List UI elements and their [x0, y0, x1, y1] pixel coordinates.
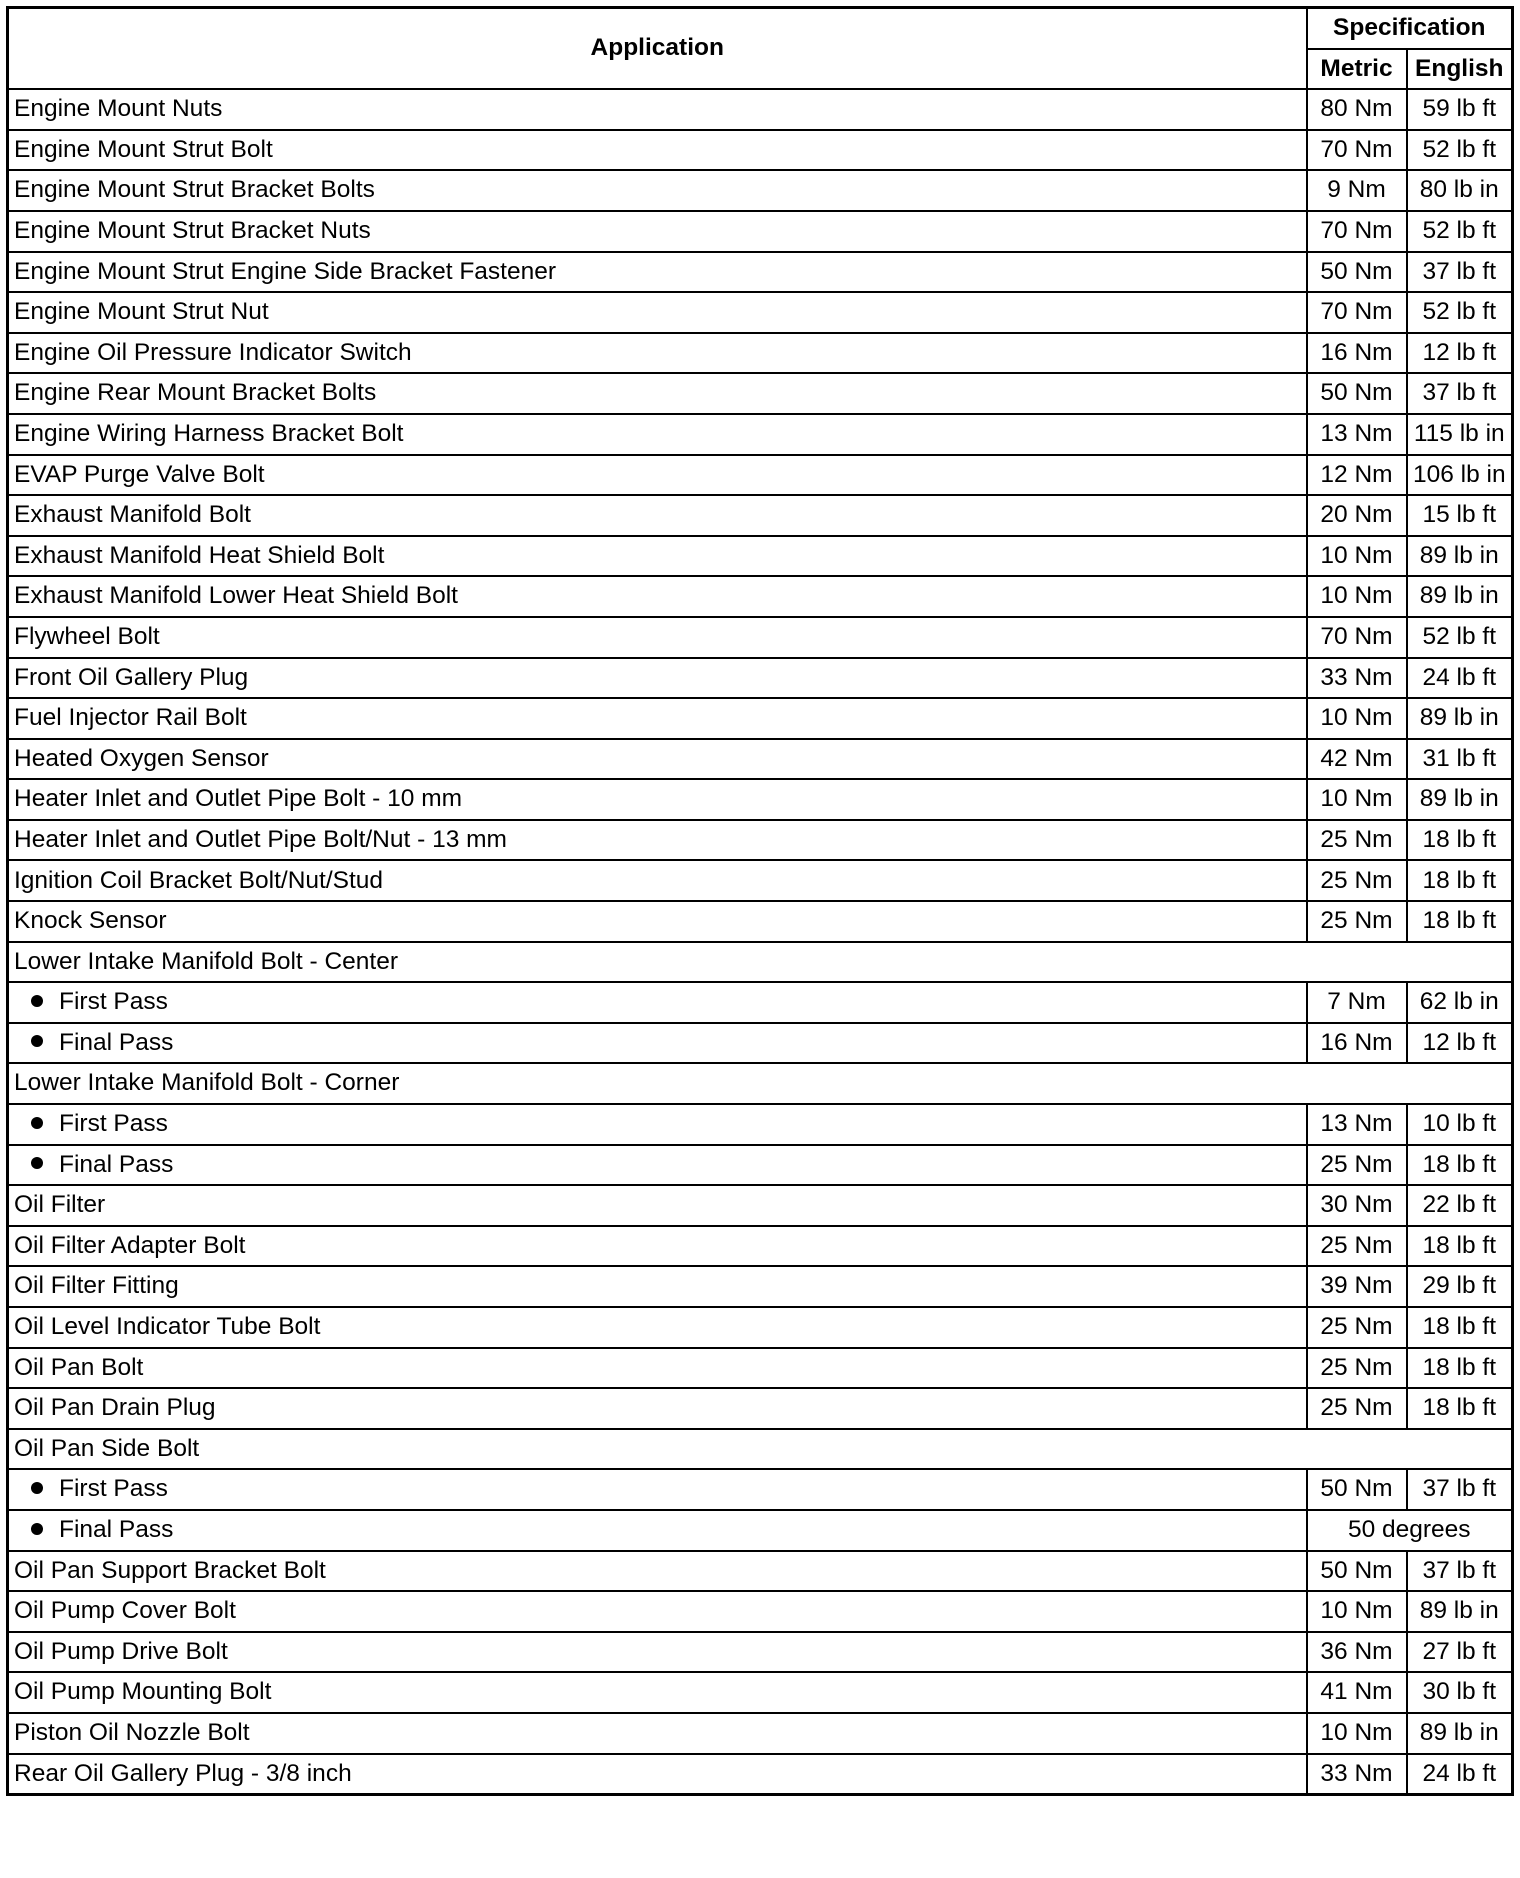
application-cell: Heater Inlet and Outlet Pipe Bolt - 10 mm	[8, 779, 1307, 820]
table-row	[8, 1307, 1513, 1348]
english-value: 18 lb ft	[1407, 1348, 1513, 1389]
application-cell	[8, 982, 1307, 1023]
table-row	[8, 455, 1513, 496]
application-cell: Knock Sensor	[8, 901, 1307, 942]
english-value: 52 lb ft	[1407, 617, 1513, 658]
metric-value: 9 Nm	[1307, 170, 1407, 211]
metric-value: 50 Nm	[1307, 1551, 1407, 1592]
english-value: 24 lb ft	[1407, 658, 1513, 699]
metric-value: 10 Nm	[1307, 779, 1407, 820]
english-value: 89 lb in	[1407, 576, 1513, 617]
application-cell	[8, 1023, 1307, 1064]
table-row	[8, 536, 1513, 577]
application-cell	[8, 1145, 1307, 1186]
table-row	[8, 1145, 1513, 1186]
table-row	[8, 820, 1513, 861]
application-cell: Oil Filter	[8, 1185, 1307, 1226]
spec-table-body	[8, 89, 1513, 1794]
metric-value: 33 Nm	[1307, 658, 1407, 699]
table-row	[8, 211, 1513, 252]
english-value: 24 lb ft	[1407, 1754, 1513, 1795]
bullet-icon	[31, 1482, 43, 1494]
table-row	[8, 292, 1513, 333]
application-cell: Flywheel Bolt	[8, 617, 1307, 658]
english-value: 37 lb ft	[1407, 1469, 1513, 1510]
application-cell: Engine Mount Strut Bracket Bolts	[8, 170, 1307, 211]
table-row	[8, 495, 1513, 536]
english-value: 80 lb in	[1407, 170, 1513, 211]
application-label: First Pass	[59, 1110, 168, 1138]
application-cell: Oil Pan Side Bolt	[8, 1429, 1513, 1470]
english-value: 27 lb ft	[1407, 1632, 1513, 1673]
metric-value: 25 Nm	[1307, 860, 1407, 901]
english-value: 10 lb ft	[1407, 1104, 1513, 1145]
english-value: 18 lb ft	[1407, 860, 1513, 901]
application-cell	[8, 1104, 1307, 1145]
application-label: Final Pass	[59, 1028, 174, 1056]
metric-value: 70 Nm	[1307, 130, 1407, 171]
table-row	[8, 576, 1513, 617]
bullet-icon	[31, 1157, 43, 1169]
english-value: 115 lb in	[1407, 414, 1513, 455]
application-label: First Pass	[59, 988, 168, 1016]
torque-spec-table	[6, 6, 1514, 1796]
english-value: 18 lb ft	[1407, 1226, 1513, 1267]
application-cell: Ignition Coil Bracket Bolt/Nut/Stud	[8, 860, 1307, 901]
table-row	[8, 1185, 1513, 1226]
application-cell: Lower Intake Manifold Bolt - Corner	[8, 1063, 1513, 1104]
metric-value: 80 Nm	[1307, 89, 1407, 130]
table-row	[8, 130, 1513, 171]
application-cell: Lower Intake Manifold Bolt - Center	[8, 942, 1513, 983]
metric-value: 16 Nm	[1307, 1023, 1407, 1064]
english-value: 37 lb ft	[1407, 373, 1513, 414]
metric-value: 70 Nm	[1307, 292, 1407, 333]
metric-value: 50 Nm	[1307, 373, 1407, 414]
table-row	[8, 1591, 1513, 1632]
metric-value: 10 Nm	[1307, 576, 1407, 617]
english-value: 106 lb in	[1407, 455, 1513, 496]
application-cell: Oil Pan Bolt	[8, 1348, 1307, 1389]
metric-value: 25 Nm	[1307, 1307, 1407, 1348]
metric-value: 25 Nm	[1307, 1226, 1407, 1267]
english-header: English	[1407, 49, 1513, 90]
specification-header: Specification	[1307, 8, 1513, 49]
application-cell: Engine Mount Strut Engine Side Bracket Fastener	[8, 252, 1307, 293]
application-cell: Oil Filter Fitting	[8, 1266, 1307, 1307]
table-row	[8, 333, 1513, 374]
application-cell: Oil Pump Mounting Bolt	[8, 1672, 1307, 1713]
application-label: First Pass	[59, 1475, 168, 1503]
metric-value: 50 Nm	[1307, 252, 1407, 293]
metric-value: 25 Nm	[1307, 1145, 1407, 1186]
application-cell: Oil Pump Drive Bolt	[8, 1632, 1307, 1673]
metric-value: 70 Nm	[1307, 617, 1407, 658]
english-value: 52 lb ft	[1407, 211, 1513, 252]
application-cell: Oil Pan Drain Plug	[8, 1388, 1307, 1429]
application-cell: Piston Oil Nozzle Bolt	[8, 1713, 1307, 1754]
metric-value: 36 Nm	[1307, 1632, 1407, 1673]
english-value: 12 lb ft	[1407, 333, 1513, 374]
english-value: 18 lb ft	[1407, 820, 1513, 861]
english-value: 59 lb ft	[1407, 89, 1513, 130]
table-row	[8, 252, 1513, 293]
metric-value: 25 Nm	[1307, 1388, 1407, 1429]
table-row	[8, 1469, 1513, 1510]
application-cell	[8, 1469, 1307, 1510]
table-row	[8, 1754, 1513, 1795]
english-value: 22 lb ft	[1407, 1185, 1513, 1226]
metric-value: 10 Nm	[1307, 1591, 1407, 1632]
application-cell: Oil Pump Cover Bolt	[8, 1591, 1307, 1632]
metric-value: 42 Nm	[1307, 739, 1407, 780]
english-value: 37 lb ft	[1407, 252, 1513, 293]
bullet-icon	[31, 995, 43, 1007]
angle-value: 50 degrees	[1307, 1510, 1513, 1551]
application-cell: Engine Oil Pressure Indicator Switch	[8, 333, 1307, 374]
table-row	[8, 942, 1513, 983]
application-cell: Exhaust Manifold Heat Shield Bolt	[8, 536, 1307, 577]
table-row	[8, 1388, 1513, 1429]
english-value: 89 lb in	[1407, 779, 1513, 820]
english-value: 89 lb in	[1407, 536, 1513, 577]
table-row	[8, 698, 1513, 739]
table-row	[8, 1429, 1513, 1470]
application-cell: Rear Oil Gallery Plug - 3/8 inch	[8, 1754, 1307, 1795]
table-row	[8, 617, 1513, 658]
application-cell: Heater Inlet and Outlet Pipe Bolt/Nut - 13 mm	[8, 820, 1307, 861]
metric-value: 25 Nm	[1307, 820, 1407, 861]
english-value: 15 lb ft	[1407, 495, 1513, 536]
application-cell: Oil Filter Adapter Bolt	[8, 1226, 1307, 1267]
metric-value: 10 Nm	[1307, 536, 1407, 577]
metric-value: 25 Nm	[1307, 1348, 1407, 1389]
metric-value: 39 Nm	[1307, 1266, 1407, 1307]
header-row	[8, 8, 1513, 49]
english-value: 31 lb ft	[1407, 739, 1513, 780]
table-row	[8, 1672, 1513, 1713]
metric-header: Metric	[1307, 49, 1407, 90]
english-value: 18 lb ft	[1407, 1145, 1513, 1186]
application-cell: Heated Oxygen Sensor	[8, 739, 1307, 780]
table-row	[8, 1266, 1513, 1307]
metric-value: 50 Nm	[1307, 1469, 1407, 1510]
table-row	[8, 89, 1513, 130]
table-row	[8, 414, 1513, 455]
english-value: 89 lb in	[1407, 1591, 1513, 1632]
table-row	[8, 860, 1513, 901]
bullet-icon	[31, 1035, 43, 1047]
metric-value: 33 Nm	[1307, 1754, 1407, 1795]
metric-value: 20 Nm	[1307, 495, 1407, 536]
table-row	[8, 170, 1513, 211]
english-value: 29 lb ft	[1407, 1266, 1513, 1307]
table-row	[8, 982, 1513, 1023]
metric-value: 7 Nm	[1307, 982, 1407, 1023]
application-label: Final Pass	[59, 1150, 174, 1178]
metric-value: 10 Nm	[1307, 698, 1407, 739]
metric-value: 70 Nm	[1307, 211, 1407, 252]
application-cell: Oil Level Indicator Tube Bolt	[8, 1307, 1307, 1348]
english-value: 18 lb ft	[1407, 901, 1513, 942]
application-label: Final Pass	[59, 1516, 174, 1544]
bullet-icon	[31, 1523, 43, 1535]
table-row	[8, 779, 1513, 820]
application-cell: Front Oil Gallery Plug	[8, 658, 1307, 699]
metric-value: 16 Nm	[1307, 333, 1407, 374]
table-row	[8, 901, 1513, 942]
application-cell: Oil Pan Support Bracket Bolt	[8, 1551, 1307, 1592]
table-row	[8, 373, 1513, 414]
table-row	[8, 1063, 1513, 1104]
application-cell: Engine Mount Strut Nut	[8, 292, 1307, 333]
english-value: 89 lb in	[1407, 698, 1513, 739]
table-row	[8, 739, 1513, 780]
metric-value: 13 Nm	[1307, 414, 1407, 455]
table-row	[8, 1023, 1513, 1064]
english-value: 62 lb in	[1407, 982, 1513, 1023]
english-value: 12 lb ft	[1407, 1023, 1513, 1064]
application-cell: Exhaust Manifold Bolt	[8, 495, 1307, 536]
application-cell: EVAP Purge Valve Bolt	[8, 455, 1307, 496]
metric-value: 25 Nm	[1307, 901, 1407, 942]
table-row	[8, 1226, 1513, 1267]
table-row	[8, 1510, 1513, 1551]
table-row	[8, 1632, 1513, 1673]
table-row	[8, 658, 1513, 699]
application-cell: Exhaust Manifold Lower Heat Shield Bolt	[8, 576, 1307, 617]
table-row	[8, 1104, 1513, 1145]
table-row	[8, 1551, 1513, 1592]
table-row	[8, 1348, 1513, 1389]
application-cell: Engine Rear Mount Bracket Bolts	[8, 373, 1307, 414]
english-value: 89 lb in	[1407, 1713, 1513, 1754]
english-value: 52 lb ft	[1407, 292, 1513, 333]
application-cell: Engine Mount Strut Bracket Nuts	[8, 211, 1307, 252]
application-cell: Engine Mount Strut Bolt	[8, 130, 1307, 171]
application-cell: Engine Wiring Harness Bracket Bolt	[8, 414, 1307, 455]
english-value: 30 lb ft	[1407, 1672, 1513, 1713]
application-cell: Engine Mount Nuts	[8, 89, 1307, 130]
metric-value: 12 Nm	[1307, 455, 1407, 496]
bullet-icon	[31, 1117, 43, 1129]
english-value: 37 lb ft	[1407, 1551, 1513, 1592]
metric-value: 30 Nm	[1307, 1185, 1407, 1226]
metric-value: 10 Nm	[1307, 1713, 1407, 1754]
english-value: 18 lb ft	[1407, 1388, 1513, 1429]
metric-value: 13 Nm	[1307, 1104, 1407, 1145]
table-row	[8, 1713, 1513, 1754]
english-value: 52 lb ft	[1407, 130, 1513, 171]
application-header: Application	[8, 8, 1307, 90]
application-cell	[8, 1510, 1307, 1551]
metric-value: 41 Nm	[1307, 1672, 1407, 1713]
application-cell: Fuel Injector Rail Bolt	[8, 698, 1307, 739]
english-value: 18 lb ft	[1407, 1307, 1513, 1348]
